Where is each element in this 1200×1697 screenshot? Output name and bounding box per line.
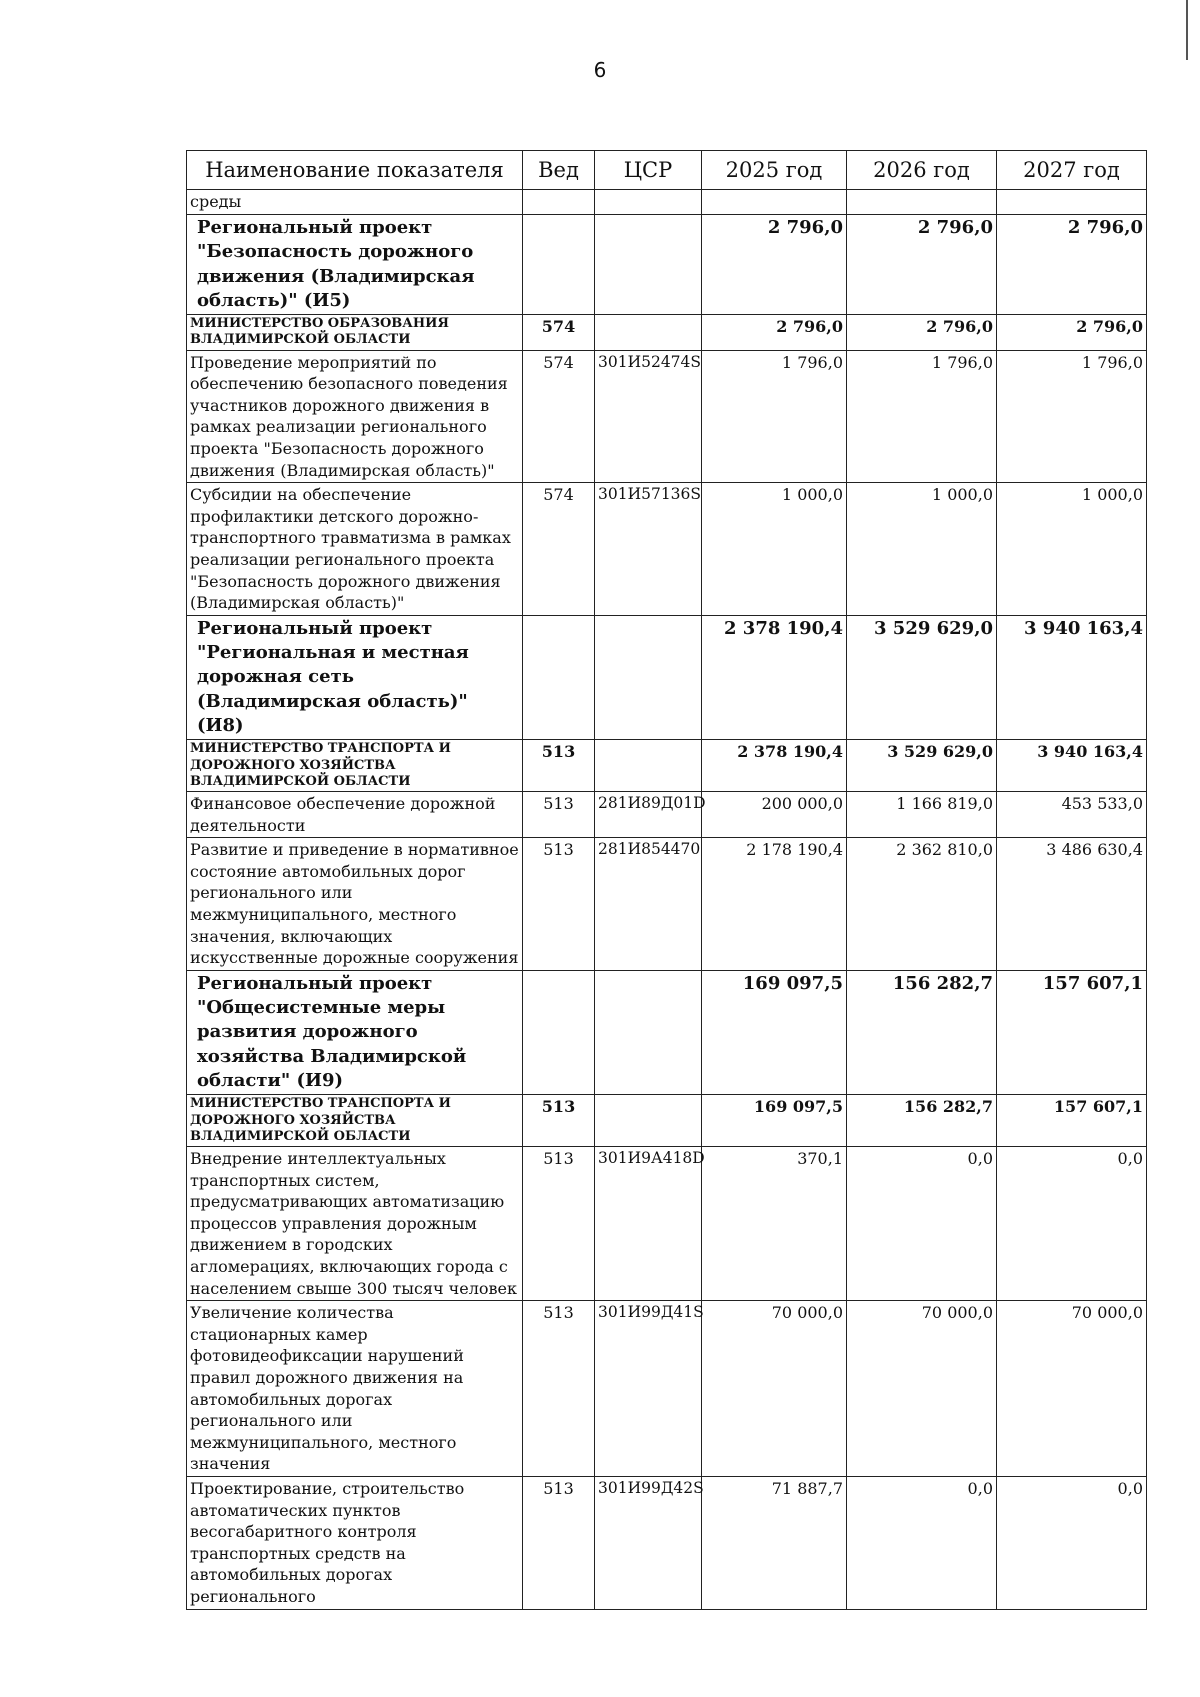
row-2026: 2 796,0 (847, 215, 997, 315)
row-2027 (997, 190, 1147, 215)
row-name: Проектирование, строительство автоматических пунктов весогабаритного контроля транспортных средств на автомобильных дорогах регионального (187, 1476, 523, 1609)
row-2025: 200 000,0 (702, 792, 847, 838)
header-2025: 2025 год (702, 151, 847, 190)
row-ved: 574 (523, 350, 595, 483)
table-row (187, 615, 1147, 739)
row-2026: 0,0 (847, 1476, 997, 1609)
row-2027: 157 607,1 (997, 1095, 1147, 1147)
header-csr: ЦСР (595, 151, 702, 190)
row-ved: 513 (523, 1147, 595, 1301)
row-csr: 301И57136S (595, 483, 702, 616)
row-2025: 2 796,0 (702, 215, 847, 315)
row-2027: 3 940 163,4 (997, 615, 1147, 739)
row-2027: 2 796,0 (997, 215, 1147, 315)
row-csr: 301И52474S (595, 350, 702, 483)
row-2027: 0,0 (997, 1476, 1147, 1609)
row-ved (523, 615, 595, 739)
row-name: Развитие и приведение в нормативное состояние автомобильных дорог регионального или межмуниципального, местного значения, включающих искусственные дорожные сооружения (187, 838, 523, 971)
row-ved: 574 (523, 483, 595, 616)
table-row (187, 740, 1147, 792)
row-name: Региональный проект "Региональная и местная дорожная сеть (Владимирская область)" (И8) (187, 615, 523, 739)
row-2027: 1 796,0 (997, 350, 1147, 483)
row-name: Проведение мероприятий по обеспечению безопасного поведения участников дорожного движения в рамках реализации регионального проекта "Безопасность дорожного движения (Владимирская область)" (187, 350, 523, 483)
margin-line (1186, 0, 1188, 60)
row-csr (595, 615, 702, 739)
row-csr (595, 215, 702, 315)
row-name: МИНИСТЕРСТВО ТРАНСПОРТА И ДОРОЖНОГО ХОЗЯЙСТВА ВЛАДИМИРСКОЙ ОБЛАСТИ (187, 1095, 523, 1147)
row-ved: 513 (523, 1095, 595, 1147)
row-2025: 70 000,0 (702, 1301, 847, 1477)
table-row (187, 1095, 1147, 1147)
row-ved: 513 (523, 1476, 595, 1609)
row-csr: 281И854470 (595, 838, 702, 971)
row-2025: 71 887,7 (702, 1476, 847, 1609)
row-2025: 2 178 190,4 (702, 838, 847, 971)
table-header-row (187, 151, 1147, 190)
table-row (187, 350, 1147, 483)
row-2027: 70 000,0 (997, 1301, 1147, 1477)
row-ved: 513 (523, 792, 595, 838)
header-ved: Вед (523, 151, 595, 190)
table-row (187, 1476, 1147, 1609)
row-2026: 0,0 (847, 1147, 997, 1301)
row-name: МИНИСТЕРСТВО ОБРАЗОВАНИЯ ВЛАДИМИРСКОЙ ОБЛАСТИ (187, 315, 523, 351)
row-2026: 2 362 810,0 (847, 838, 997, 971)
header-2026: 2026 год (847, 151, 997, 190)
row-csr (595, 970, 702, 1094)
row-name: Увеличение количества стационарных камер фотовидеофиксации нарушений правил дорожного движения на автомобильных дорогах регионального или межмуниципального, местного значения (187, 1301, 523, 1477)
row-2026: 156 282,7 (847, 1095, 997, 1147)
table-row (187, 1301, 1147, 1477)
row-name: Субсидии на обеспечение профилактики детского дорожно-транспортного травматизма в рамках реализации регионального проекта "Безопасность дорожного движения (Владимирская область)" (187, 483, 523, 616)
table-row (187, 315, 1147, 351)
row-2026: 1 000,0 (847, 483, 997, 616)
row-2025: 1 796,0 (702, 350, 847, 483)
table-row (187, 1147, 1147, 1301)
table-row (187, 792, 1147, 838)
row-2027: 157 607,1 (997, 970, 1147, 1094)
row-csr: 301И9А418D (595, 1147, 702, 1301)
row-csr (595, 740, 702, 792)
table-row (187, 215, 1147, 315)
page-number: 6 (593, 58, 607, 82)
header-name: Наименование показателя (187, 151, 523, 190)
row-name: Региональный проект "Безопасность дорожного движения (Владимирская область)" (И5) (187, 215, 523, 315)
row-2025: 169 097,5 (702, 970, 847, 1094)
row-name: Региональный проект "Общесистемные меры развития дорожного хозяйства Владимирской области" (И9) (187, 970, 523, 1094)
row-csr: 301И99Д42S (595, 1476, 702, 1609)
row-csr: 281И89Д01D (595, 792, 702, 838)
row-csr: 301И99Д41S (595, 1301, 702, 1477)
row-2025: 2 796,0 (702, 315, 847, 351)
row-name: Финансовое обеспечение дорожной деятельности (187, 792, 523, 838)
row-ved: 513 (523, 1301, 595, 1477)
row-ved: 513 (523, 740, 595, 792)
row-2025: 1 000,0 (702, 483, 847, 616)
row-2027: 453 533,0 (997, 792, 1147, 838)
row-2025: 370,1 (702, 1147, 847, 1301)
row-csr (595, 315, 702, 351)
row-2026: 3 529 629,0 (847, 615, 997, 739)
row-ved (523, 215, 595, 315)
row-2027: 3 940 163,4 (997, 740, 1147, 792)
row-csr (595, 1095, 702, 1147)
row-2026 (847, 190, 997, 215)
row-2025: 2 378 190,4 (702, 615, 847, 739)
row-2026: 70 000,0 (847, 1301, 997, 1477)
row-2027: 1 000,0 (997, 483, 1147, 616)
row-2025: 2 378 190,4 (702, 740, 847, 792)
table-row (187, 838, 1147, 971)
row-2027: 2 796,0 (997, 315, 1147, 351)
row-name: Внедрение интеллектуальных транспортных систем, предусматривающих автоматизацию процессов управления дорожным движением в городских агломерациях, включающих города с населением свыше 300 тысяч человек (187, 1147, 523, 1301)
header-2027: 2027 год (997, 151, 1147, 190)
row-2026: 2 796,0 (847, 315, 997, 351)
row-ved: 574 (523, 315, 595, 351)
row-csr (595, 190, 702, 215)
row-2026: 3 529 629,0 (847, 740, 997, 792)
row-2025 (702, 190, 847, 215)
row-name: МИНИСТЕРСТВО ТРАНСПОРТА И ДОРОЖНОГО ХОЗЯЙСТВА ВЛАДИМИРСКОЙ ОБЛАСТИ (187, 740, 523, 792)
row-ved (523, 190, 595, 215)
row-2026: 156 282,7 (847, 970, 997, 1094)
row-2026: 1 796,0 (847, 350, 997, 483)
row-name: среды (187, 190, 523, 215)
row-2026: 1 166 819,0 (847, 792, 997, 838)
row-ved (523, 970, 595, 1094)
table-row (187, 190, 1147, 215)
budget-table (186, 150, 1147, 1610)
table-row (187, 970, 1147, 1094)
row-2025: 169 097,5 (702, 1095, 847, 1147)
row-2027: 3 486 630,4 (997, 838, 1147, 971)
row-2027: 0,0 (997, 1147, 1147, 1301)
row-ved: 513 (523, 838, 595, 971)
table-row (187, 483, 1147, 616)
